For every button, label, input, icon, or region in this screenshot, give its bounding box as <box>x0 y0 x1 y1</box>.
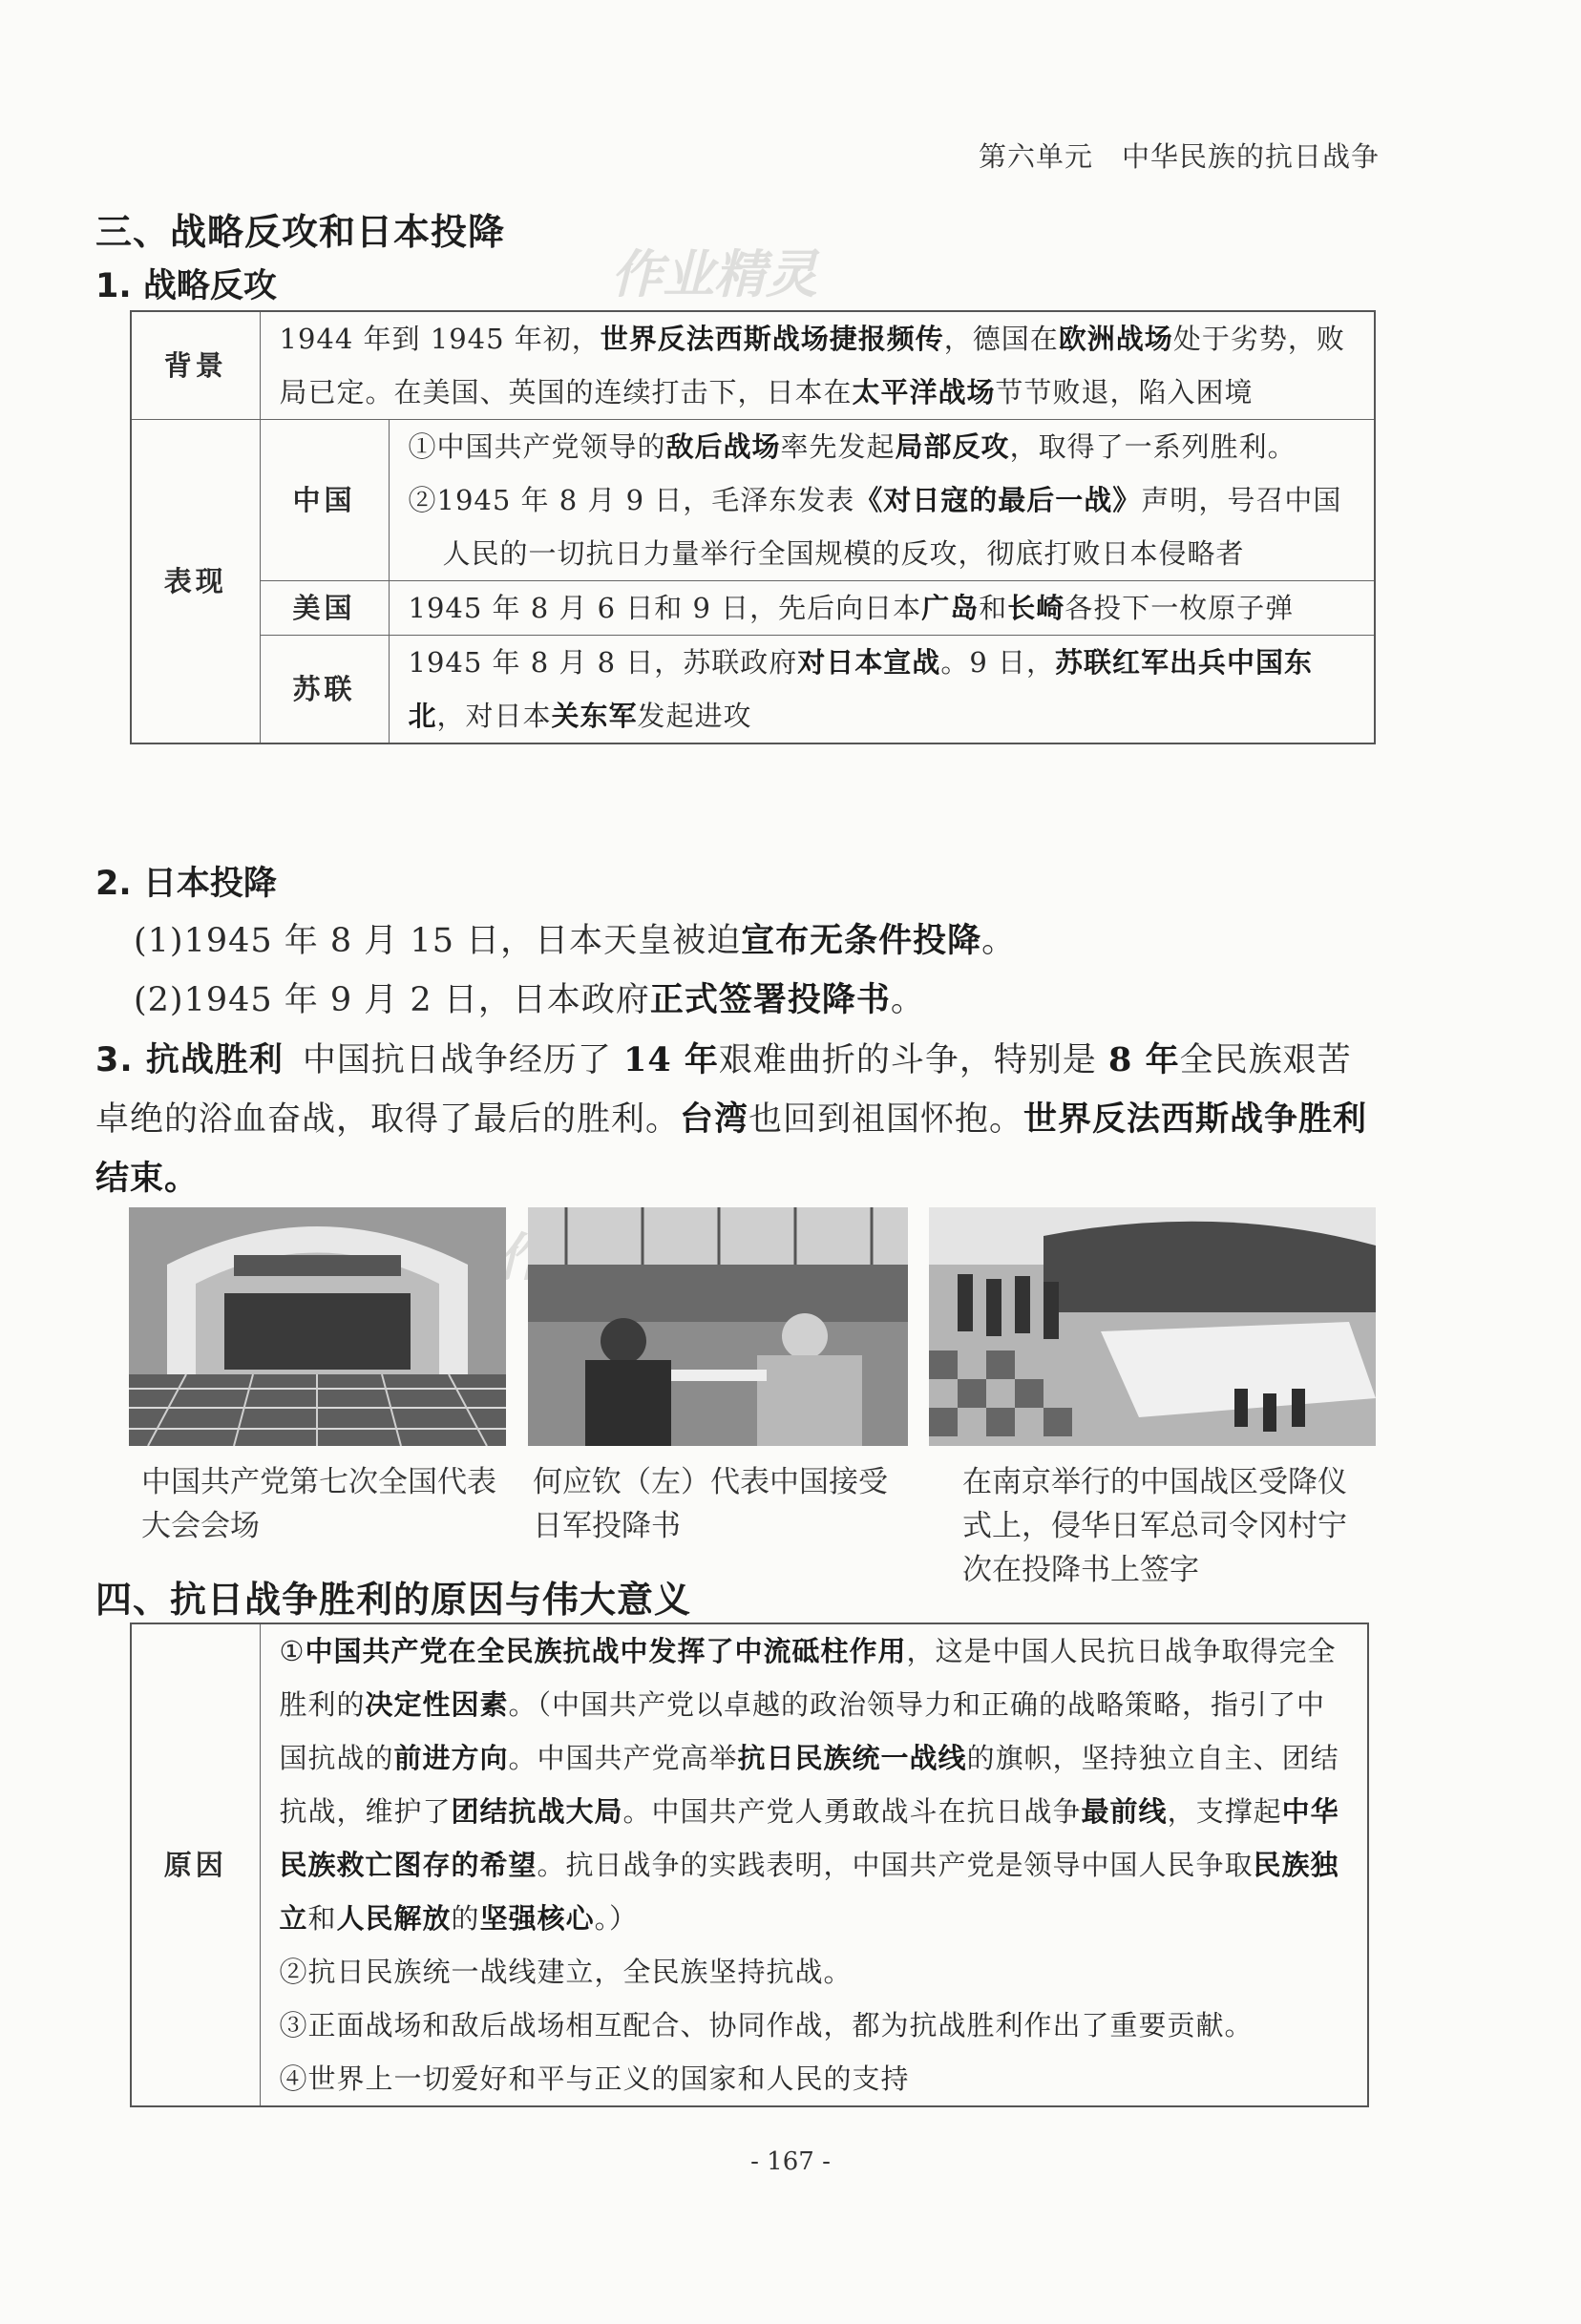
surrender-item-1: (1)1945 年 8 月 15 日，日本天皇被迫宣布无条件投降。 <box>134 921 1017 960</box>
table-row <box>131 1623 1368 2106</box>
victory-paragraph: 3. 抗战胜利 中国抗日战争经历了 14 年艰难曲折的斗争，特别是 8 年全民族艰苦卓绝的浴血奋战，取得了最后的胜利。台湾也回到祖国怀抱。世界反法西斯战争胜利结束。 <box>95 1040 1368 1198</box>
victory-label: 3. 抗战胜利 <box>95 1041 284 1079</box>
china-text <box>389 420 1375 581</box>
subsection-title-1: 1. 战略反攻 <box>95 267 277 305</box>
reason-2: ②抗日民族统一战线建立，全民族坚持抗战。 <box>279 1956 853 1988</box>
row-label-background: 背景 <box>131 311 260 420</box>
reasons-text <box>260 1623 1368 2106</box>
table-row <box>131 636 1375 744</box>
caption-photo-3: 在南京举行的中国战区受降仪式上，侵华日军总司令冈村宁次在投降书上签字 <box>962 1465 1347 1587</box>
surrender-item-2: (2)1945 年 9 月 2 日，日本政府正式签署投降书。 <box>134 980 925 1019</box>
china-point-2: ②1945 年 8 月 9 日，毛泽东发表《对日寇的最后一战》声明，号召中国人民的一切抗日力量举行全国规模的反攻，彻底打败日本侵略者 <box>408 484 1342 570</box>
china-point-1: ①中国共产党领导的敌后战场率先发起局部反攻，取得了一系列胜利。 <box>408 430 1296 463</box>
ussr-text: 1945 年 8 月 8 日，苏联政府对日本宣战。9 日，苏联红军出兵中国东北，对日本关东军发起进攻 <box>389 636 1375 744</box>
caption-photo-1: 中国共产党第七次全国代表大会会场 <box>141 1465 496 1543</box>
caption-photo-2: 何应钦（左）代表中国接受日军投降书 <box>533 1465 888 1543</box>
page-number: - 167 - <box>750 2147 831 2176</box>
watermark: 作业精灵 <box>611 244 817 304</box>
section-title-4: 四、抗日战争胜利的原因与伟大意义 <box>95 1579 692 1621</box>
reason-1: ①中国共产党在全民族抗战中发挥了中流砥柱作用，这是中国人民抗日战争取得完全胜利的决定性因素。（中国共产党以卓越的政治领导力和正确的战略策略，指引了中国抗战的前进方向。中国共产党高举抗日民族统一战线的旗帜，坚持独立自主、团结抗战，维护了团结抗战大局。中国共产党人勇敢战斗在抗日战争最前线，支撑起中华民族救亡图存的希望。抗日战争的实践表明，中国共产党是领导中国人民争取民族独立和人民解放的坚强核心。） <box>279 1635 1339 1935</box>
row-label-china: 中国 <box>260 420 389 581</box>
row-label-usa: 美国 <box>260 581 389 636</box>
photo-nanjing-ceremony <box>929 1207 1376 1446</box>
row-label-ussr: 苏联 <box>260 636 389 744</box>
row-label-performance: 表现 <box>131 420 260 744</box>
reason-4: ④世界上一切爱好和平与正义的国家和人民的支持 <box>279 2062 910 2095</box>
photo-surrender-acceptance <box>528 1207 908 1446</box>
background-text: 1944 年到 1945 年初，世界反法西斯战场捷报频传，德国在欧洲战场处于劣势，败局已定。在美国、英国的连续打击下，日本在太平洋战场节节败退，陷入困境 <box>260 311 1375 420</box>
row-label-reasons: 原因 <box>131 1623 260 2106</box>
table-row <box>131 311 1375 420</box>
table-row <box>131 420 1375 581</box>
usa-text: 1945 年 8 月 6 日和 9 日，先后向日本广岛和长崎各投下一枚原子弹 <box>389 581 1375 636</box>
subsection-title-2: 2. 日本投降 <box>95 865 277 903</box>
reason-3: ③正面战场和敌后战场相互配合、协同作战，都为抗战胜利作出了重要贡献。 <box>279 2009 1254 2041</box>
section-title-3: 三、战略反攻和日本投降 <box>95 211 506 253</box>
victory-reasons-table <box>130 1623 1369 2107</box>
table-row <box>131 581 1375 636</box>
photo-seventh-congress <box>129 1207 506 1446</box>
unit-header: 第六单元 中华民族的抗日战争 <box>979 140 1381 173</box>
strategic-counteroffensive-table <box>130 310 1376 744</box>
